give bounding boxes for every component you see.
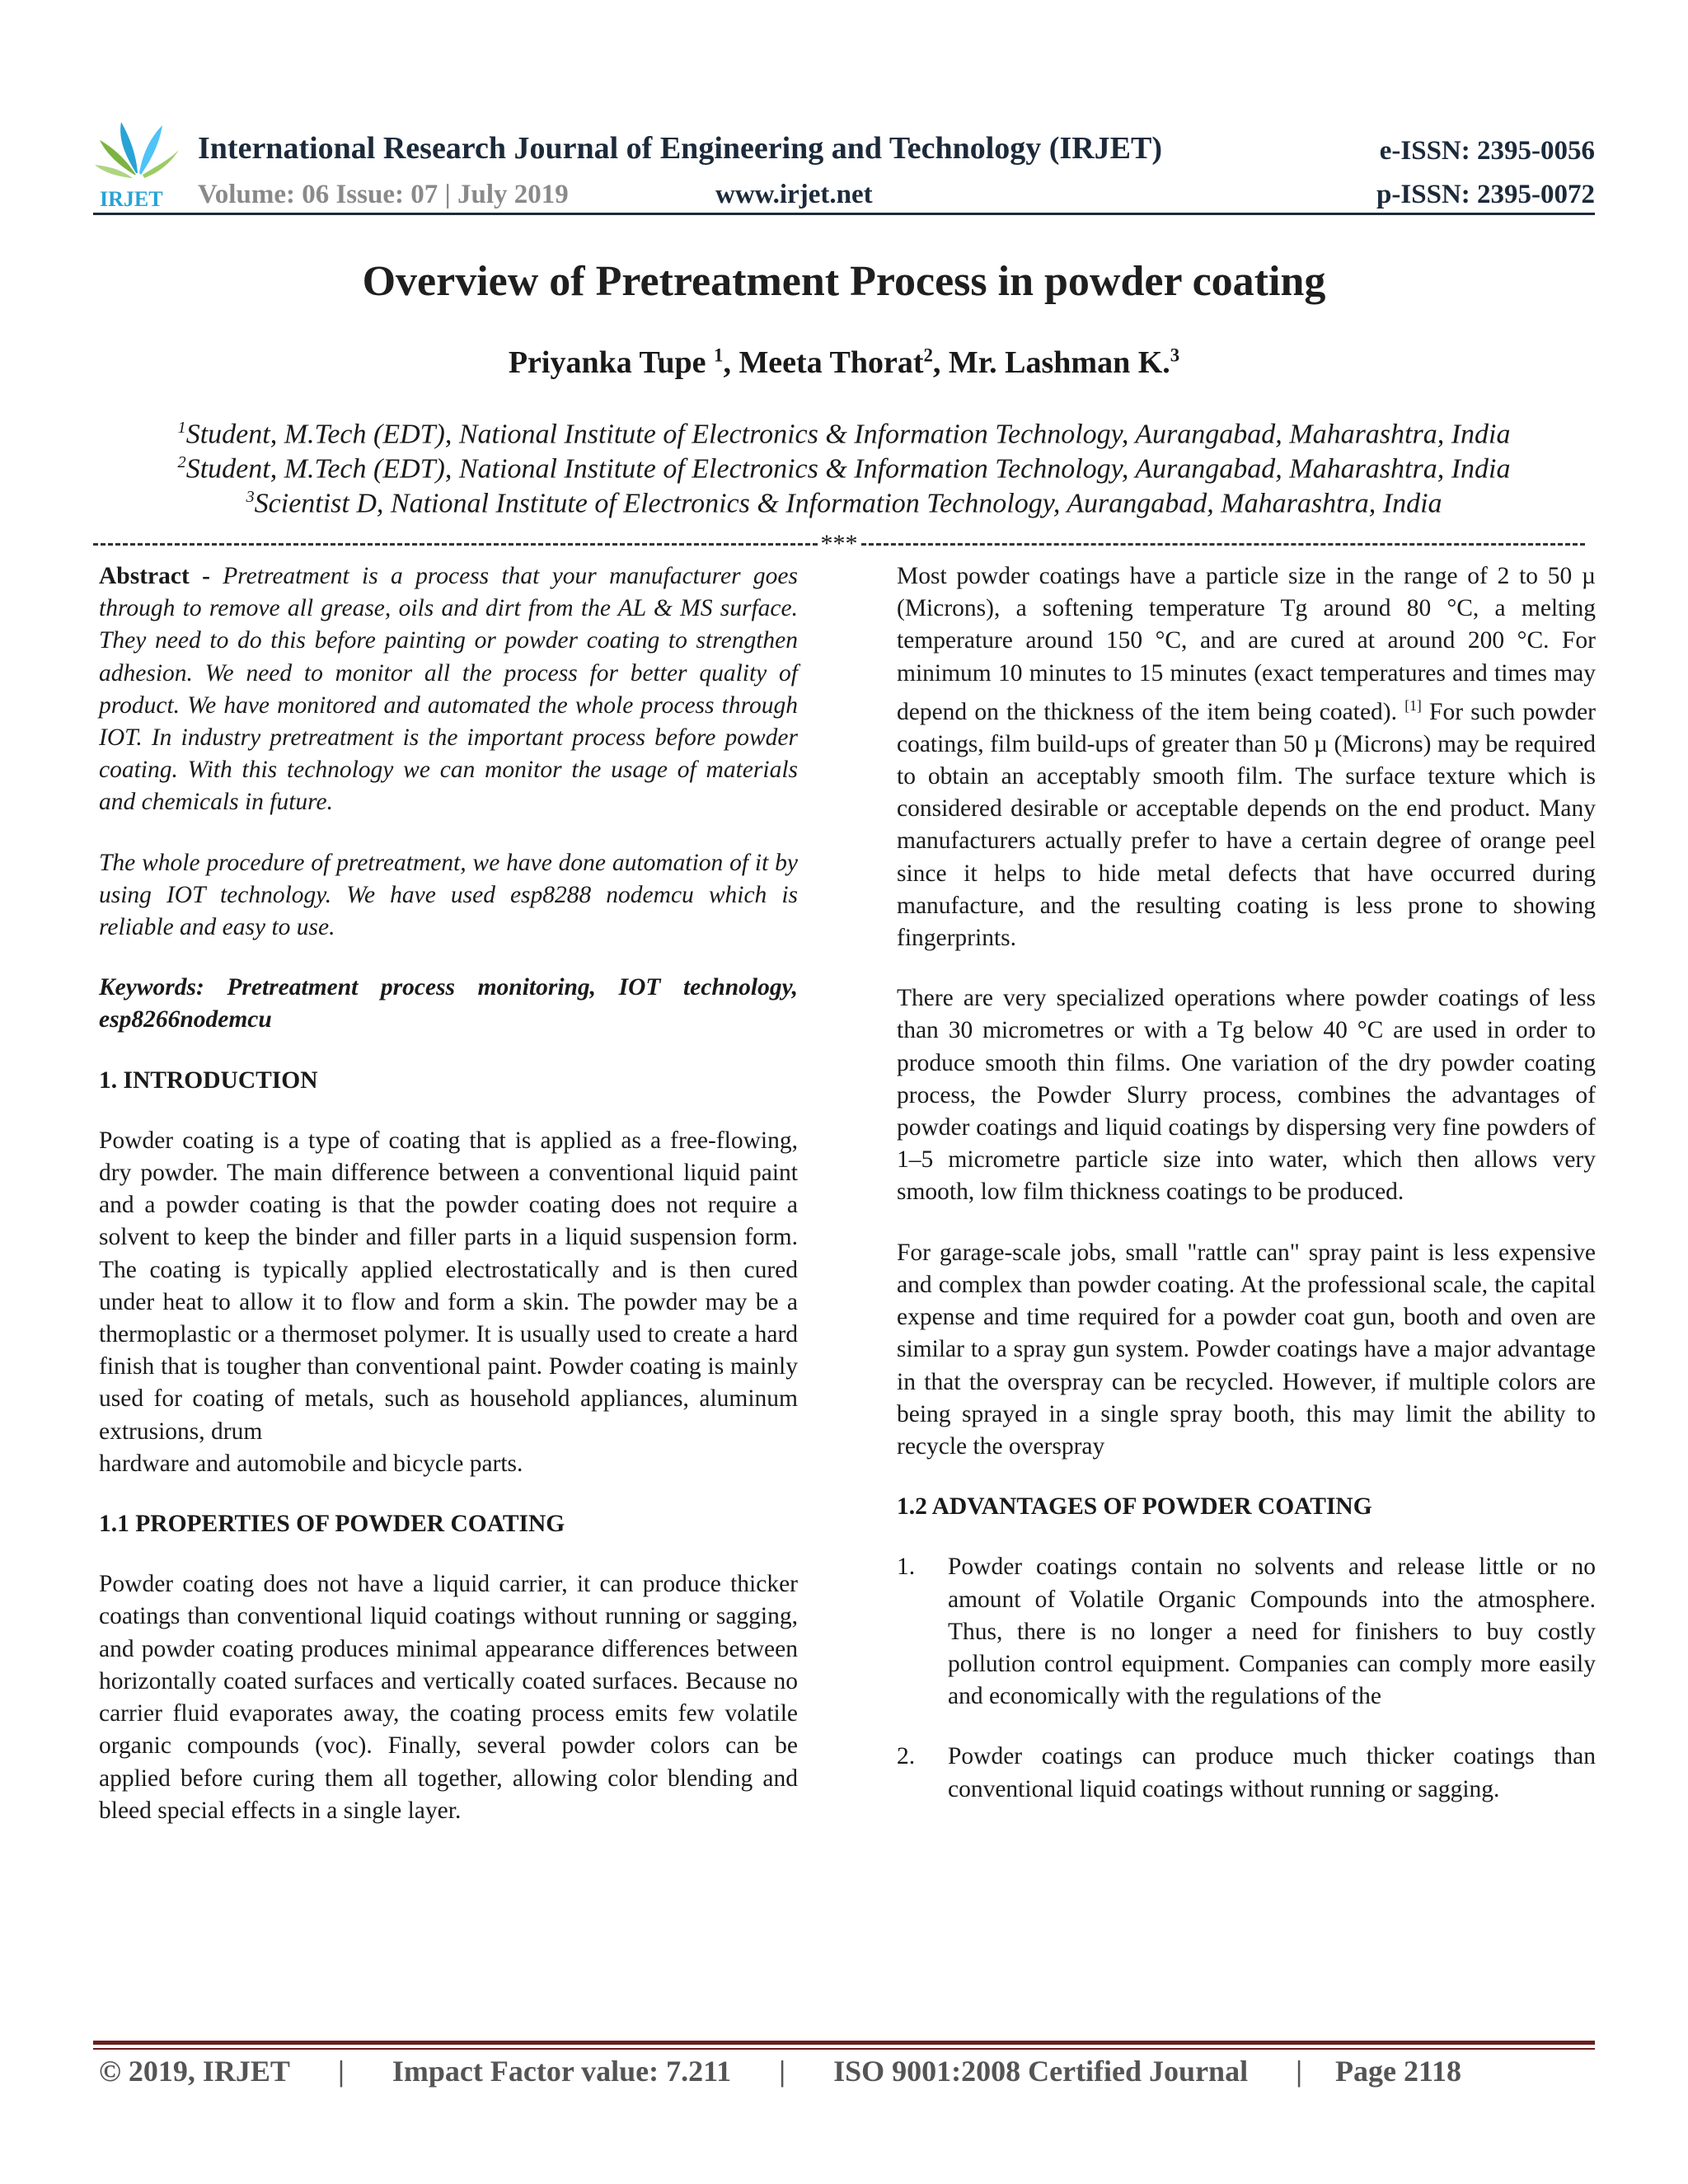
list-item [897, 1551, 1596, 1713]
affiliation-1 [0, 419, 1688, 450]
paragraph-text: Most powder coatings have a particle size in the range of 2 to 50 µ (Microns), a softening temperature Tg around 80 °C, a melting temperature around 150 °C, and are cured at around 200 °C. For minimum 10 minutes to 15 minutes (exact temperatures and times may depend on the thickness of the item being coated). [897, 563, 1596, 725]
paper-title: Overview of Pretreatment Process in powder coating [362, 258, 1326, 305]
list-item-text: Powder coatings can produce much thicker coatings than conventional liquid coatings without running or sagging. [948, 1743, 1596, 1802]
properties-text: Powder coating does not have a liquid carrier, it can produce thicker coatings than conventional liquid coatings without running or sagging, and powder coating produces minimal appearance differences between horizontally coated surfaces and vertically coated surfaces. Because no carrier fluid evaporates away, the coating process emits few volatile organic compounds (voc). Finally, several powder colors can be applied before curing them all together, allowing color blending and bleed special effects in a single layer. [99, 1571, 798, 1824]
footer-divider [93, 2041, 1595, 2045]
footer-page-number: Page 2118 [1335, 2055, 1461, 2088]
right-column [897, 560, 1596, 1834]
footer-iso: ISO 9001:2008 Certified Journal [833, 2055, 1249, 2088]
footer-separator: | [1296, 2055, 1303, 2088]
section-heading-introduction: 1. INTRODUCTION [99, 1066, 318, 1094]
affiliation-text: Student, M.Tech (EDT), National Institute of Electronics & Information Technology, Aurangabad, Maharashtra, India [185, 453, 1511, 485]
abstract-paragraph-2: The whole procedure of pretreatment, we have done automation of it by using IOT technology. We have used esp8288 nodemcu which is reliable and easy to use. [99, 849, 798, 941]
header-divider [93, 213, 1595, 215]
garage-scale-paragraph: For garage-scale jobs, small "rattle can" spray paint is less expensive and complex than powder coating. At the professional scale, the capital expense and time required for a powder coat gun, booth and oven are similar to a spray gun system. Powder coatings have a major advantage in that the overspray can be recycled. However, if multiple colors are being sprayed in a single spray booth, this may limit the ability to recycle the overspray [897, 1239, 1596, 1460]
list-item [897, 1741, 1596, 1805]
footer-separator: | [779, 2055, 786, 2088]
affiliation-sup: 3 [246, 488, 255, 506]
particle-size-paragraph [897, 560, 1596, 954]
affiliation-3 [0, 488, 1688, 519]
citation-link[interactable]: [1] [1404, 696, 1422, 714]
list-number: 2. [897, 1743, 916, 1770]
list-item-text: Powder coatings contain no solvents and release little or no amount of Volatile Organic Compounds into the atmosphere. Thus, there is no longer a need for finishers to buy costly pollution control equipment. Companies can comply more easily and economically with the regulations of the [948, 1554, 1596, 1710]
author-sup: 1 [714, 344, 724, 366]
author-list [0, 344, 1688, 381]
left-column [99, 560, 798, 1855]
specialized-operations-paragraph: There are very specialized operations where powder coatings of less than 30 micrometres or with a Tg below 40 °C are used in order to produce smooth thin films. One variation of the dry powder coating process, the Powder Slurry process, combines the advantages of powder coatings and liquid coatings by dispersing very fine powders of 1–5 micrometre particle size into water, which then allows very smooth, low film thickness coatings to be produced. [897, 985, 1596, 1206]
advantages-list [897, 1551, 1596, 1805]
author-name: Priyanka Tupe [508, 345, 715, 380]
abstract-text: Pretreatment is a process that your manufacturer goes through to remove all grease, oils and dirt from the AL & MS surface. They need to do this before painting or powder coating to strengthen adhesion. We need to monitor all the process for better quality of product. We have monitored and automated the whole process through IOT. In industry pretreatment is the important process before powder coating. With this technology we can monitor the usage of materials and chemicals in future. [99, 563, 798, 816]
author-name: , Mr. Lashman K. [932, 345, 1170, 380]
abstract-label: Abstract - [99, 563, 223, 589]
footer-separator: | [337, 2055, 345, 2088]
affiliation-2 [0, 453, 1688, 485]
footer-divider-thin [93, 2048, 1595, 2050]
separator-stars: *** [820, 530, 858, 557]
paragraph-text: For such powder coatings, film build-ups of greater than 50 µ (Microns) may be required to obtain an acceptably smooth film. The surface texture which is considered desirable or acceptable depends on the end product. Many manufacturers actually prefer to have a certain degree of orange peel since it helps to hide metal defects that have occurred during manufacture, and the resulting coating is less prone to showing fingerprints. [897, 698, 1596, 952]
list-number: 1. [897, 1554, 916, 1581]
p-issn: p-ISSN: 2395-0072 [1376, 180, 1595, 209]
svg-text:IRJET: IRJET [100, 187, 163, 210]
section-heading-properties: 1.1 PROPERTIES OF POWDER COATING [99, 1511, 565, 1538]
introduction-text [99, 1125, 798, 1480]
footer-impact-factor: Impact Factor value: 7.211 [392, 2055, 732, 2088]
abstract [99, 560, 798, 819]
affiliation-text: Scientist D, National Institute of Electronics & Information Technology, Aurangabad, Maharashtra, India [254, 488, 1442, 519]
irjet-logo-icon [93, 115, 182, 210]
affiliation-sup: 2 [177, 453, 186, 471]
section-heading-advantages: 1.2 ADVANTAGES OF POWDER COATING [897, 1493, 1372, 1521]
page-footer [99, 2054, 1595, 2088]
e-issn: e-ISSN: 2395-0056 [1379, 136, 1595, 166]
author-name: , Meeta Thorat [723, 345, 924, 380]
author-sup: 2 [923, 344, 933, 366]
footer-copyright: © 2019, IRJET [99, 2055, 290, 2088]
intro-tail: hardware and automobile and bicycle parts. [99, 1450, 523, 1477]
section-separator [93, 529, 1585, 559]
issue-info: Volume: 06 Issue: 07 | July 2019 [198, 180, 569, 209]
keywords: Keywords: Pretreatment process monitoring, IOT technology, esp8266nodemcu [99, 974, 798, 1033]
author-sup: 3 [1170, 344, 1180, 366]
intro-body: Powder coating is a type of coating that is applied as a free-flowing, dry powder. The main difference between a conventional liquid paint and a powder coating is that the powder coating does not require a solvent to keep the binder and filler parts in a liquid suspension form. The coating is typically applied electrostatically and is then cured under heat to allow it to flow and form a skin. The powder may be a thermoplastic or a thermoset polymer. It is usually used to create a hard finish that is tougher than conventional paint. Powder coating is mainly used for coating of metals, such as household appliances, aluminum extrusions, drum [99, 1127, 798, 1445]
affiliation-text: Student, M.Tech (EDT), National Institute of Electronics & Information Technology, Aurangabad, Maharashtra, India [185, 419, 1511, 450]
journal-website-link[interactable]: www.irjet.net [715, 180, 873, 209]
journal-header [93, 115, 1595, 214]
affiliation-sup: 1 [177, 419, 186, 437]
journal-title: International Research Journal of Engineering and Technology (IRJET) [198, 131, 1163, 166]
